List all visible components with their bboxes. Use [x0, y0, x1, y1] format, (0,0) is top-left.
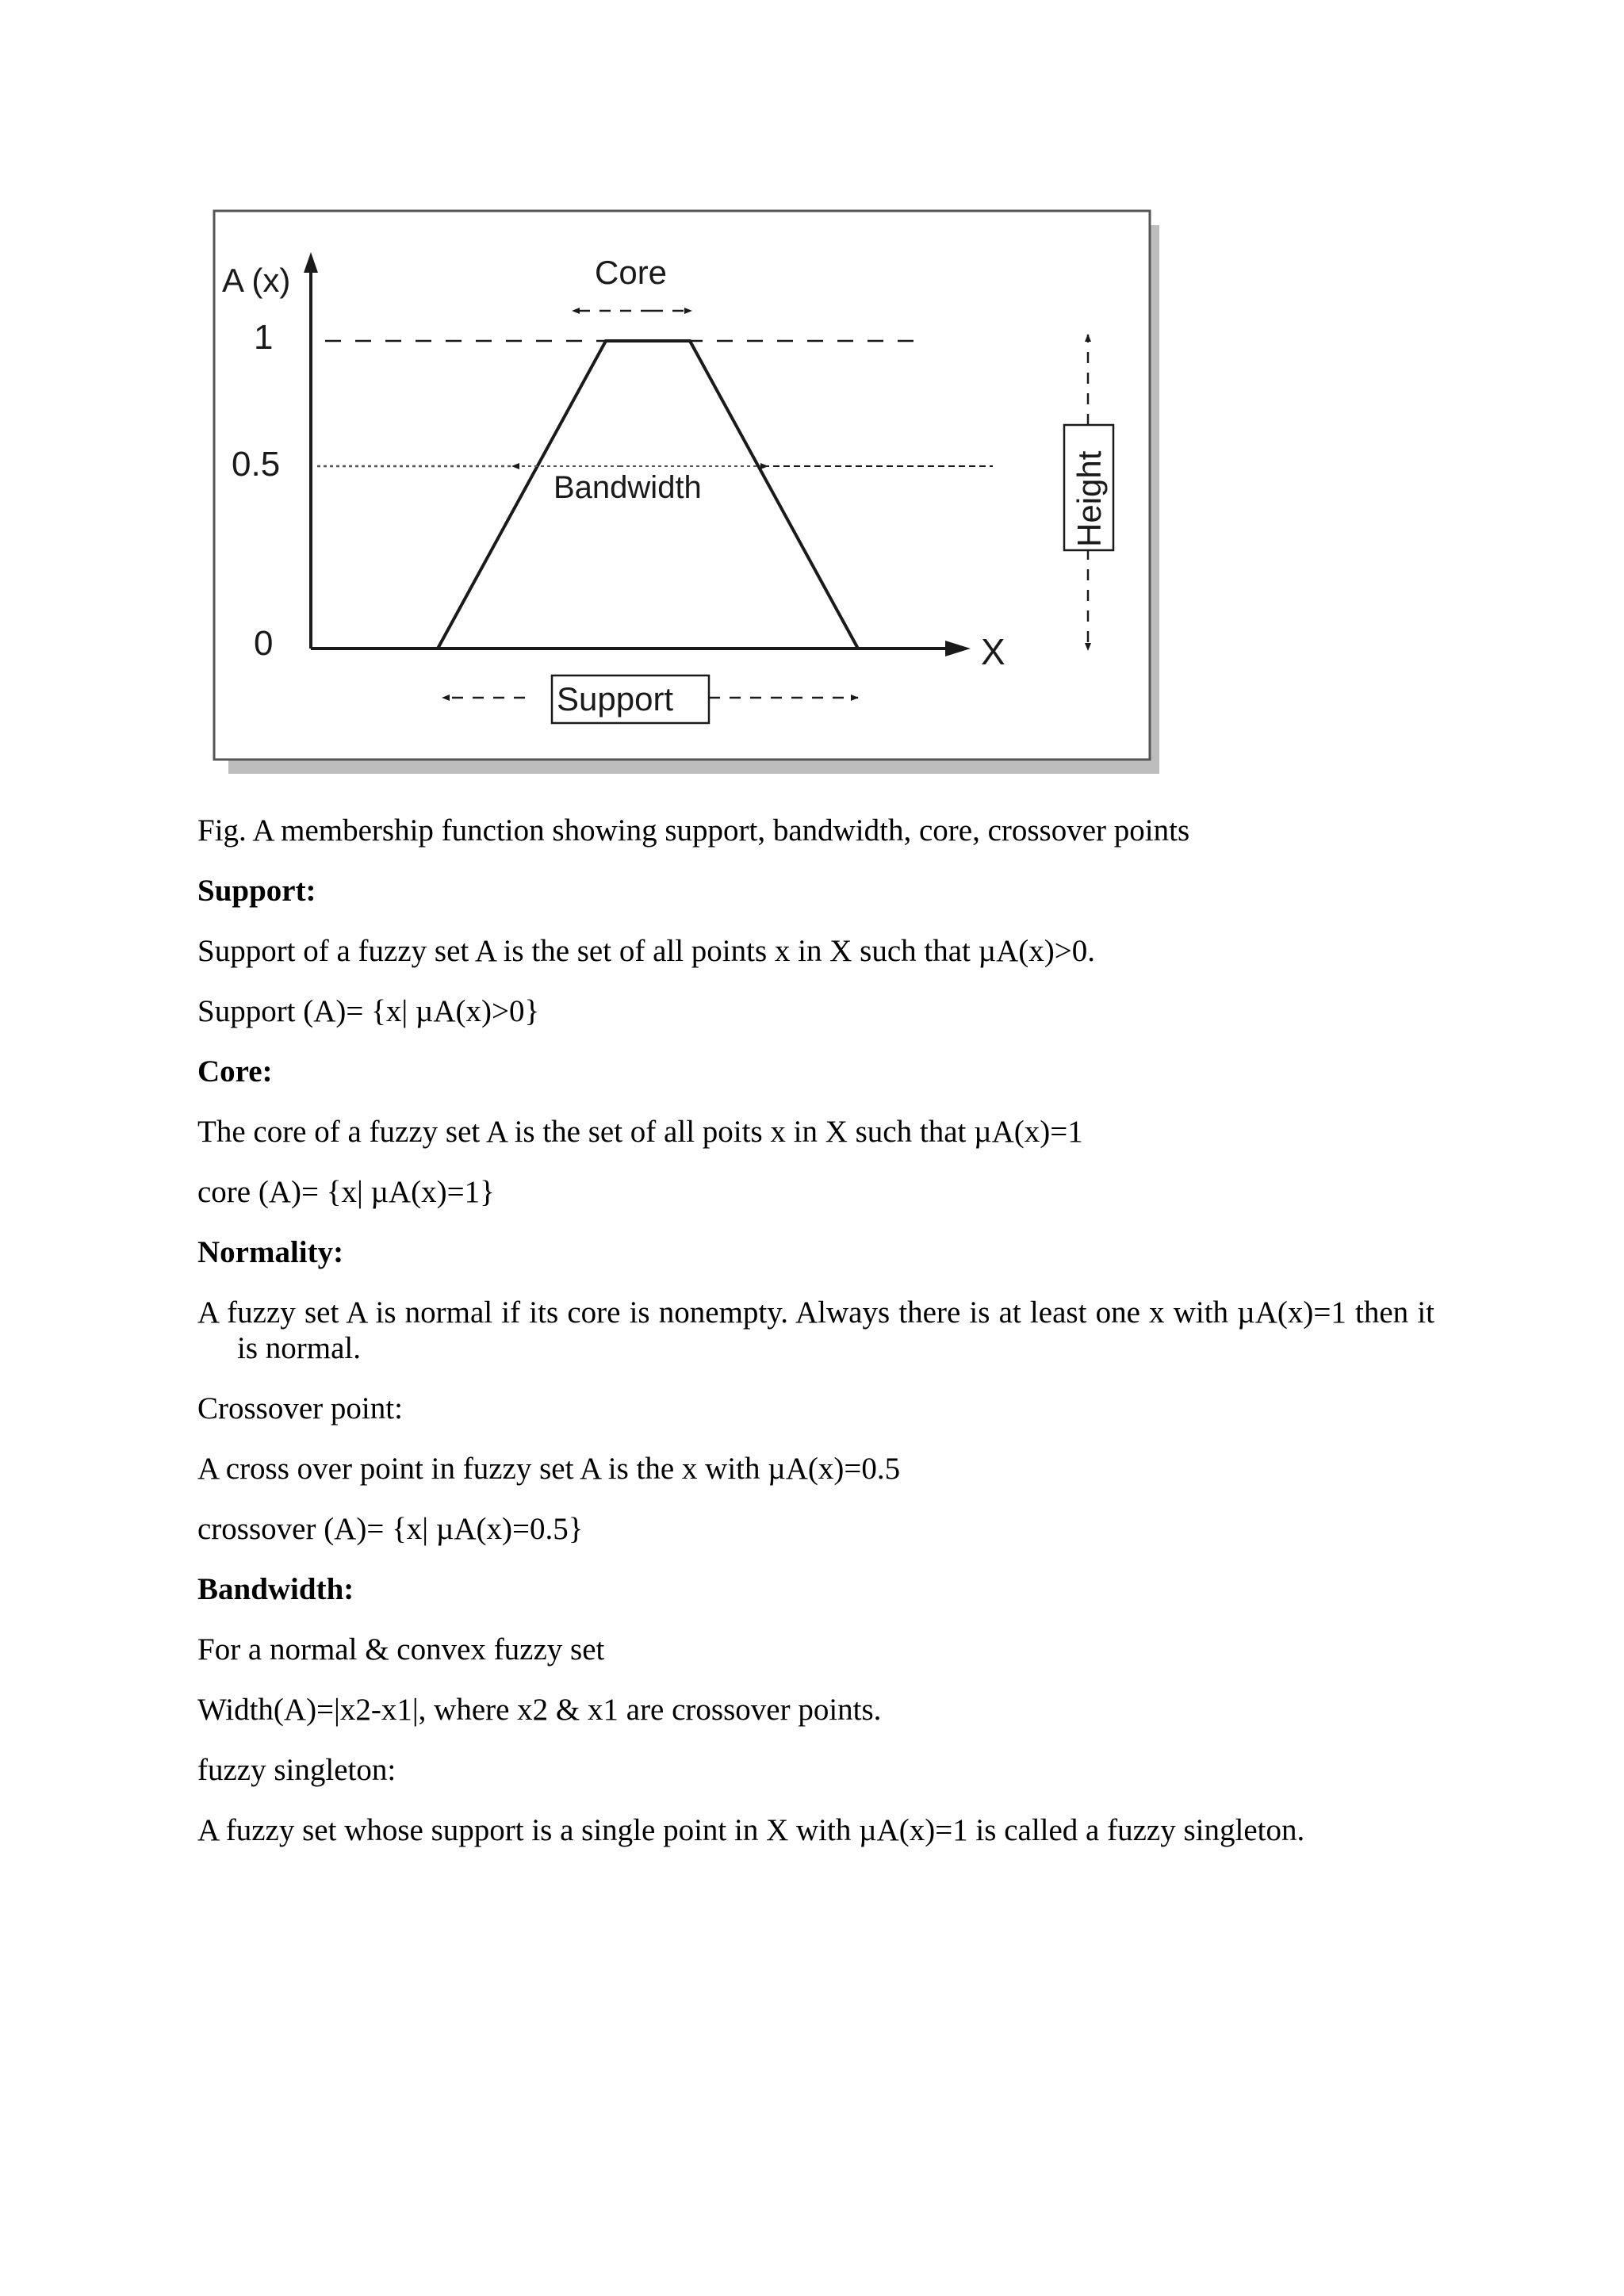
crossover-formula: crossover (A)= {x| µA(x)=0.5} — [197, 1512, 584, 1546]
normality-heading: Normality: — [197, 1235, 344, 1269]
crossover-definition: A cross over point in fuzzy set A is the x with µA(x)=0.5 — [197, 1452, 901, 1486]
support-formula: Support (A)= {x| µA(x)>0} — [197, 994, 540, 1028]
bandwidth-definition: For a normal & convex fuzzy set — [197, 1632, 605, 1667]
core-definition: The core of a fuzzy set A is the set of all poits x in X such that µA(x)=1 — [197, 1115, 1083, 1149]
y-tick-0-5: 0.5 — [232, 445, 281, 484]
bandwidth-formula: Width(A)=|x2-x1|, where x2 & x1 are crossover points. — [197, 1693, 882, 1727]
document-body — [197, 813, 1434, 1873]
figure-caption: Fig. A membership function showing support, bandwidth, core, crossover points — [197, 813, 1190, 848]
height-label: Height — [1071, 450, 1108, 547]
membership-function-figure — [208, 205, 1159, 775]
singleton-heading: fuzzy singleton: — [197, 1753, 396, 1787]
bandwidth-heading: Bandwidth: — [197, 1572, 354, 1606]
support-heading: Support: — [197, 874, 316, 908]
core-formula: core (A)= {x| µA(x)=1} — [197, 1175, 495, 1209]
core-label: Core — [595, 254, 668, 291]
singleton-definition: A fuzzy set whose support is a single point in X with µA(x)=1 is called a fuzzy singleton. — [197, 1813, 1305, 1847]
y-tick-0: 0 — [254, 624, 274, 663]
y-axis-label: A (x) — [222, 262, 291, 299]
support-label: Support — [557, 680, 674, 718]
x-axis-label: X — [981, 631, 1005, 672]
core-heading: Core: — [197, 1054, 273, 1089]
bandwidth-label: Bandwidth — [553, 470, 702, 505]
membership-function-chart — [208, 205, 1159, 775]
y-tick-1: 1 — [254, 318, 274, 357]
normality-definition: A fuzzy set A is normal if its core is nonempty. Always there is at least one x with µA(x)=1 then it is normal. — [197, 1295, 1434, 1365]
crossover-heading: Crossover point: — [197, 1391, 403, 1425]
support-definition: Support of a fuzzy set A is the set of all points x in X such that µA(x)>0. — [197, 934, 1095, 968]
